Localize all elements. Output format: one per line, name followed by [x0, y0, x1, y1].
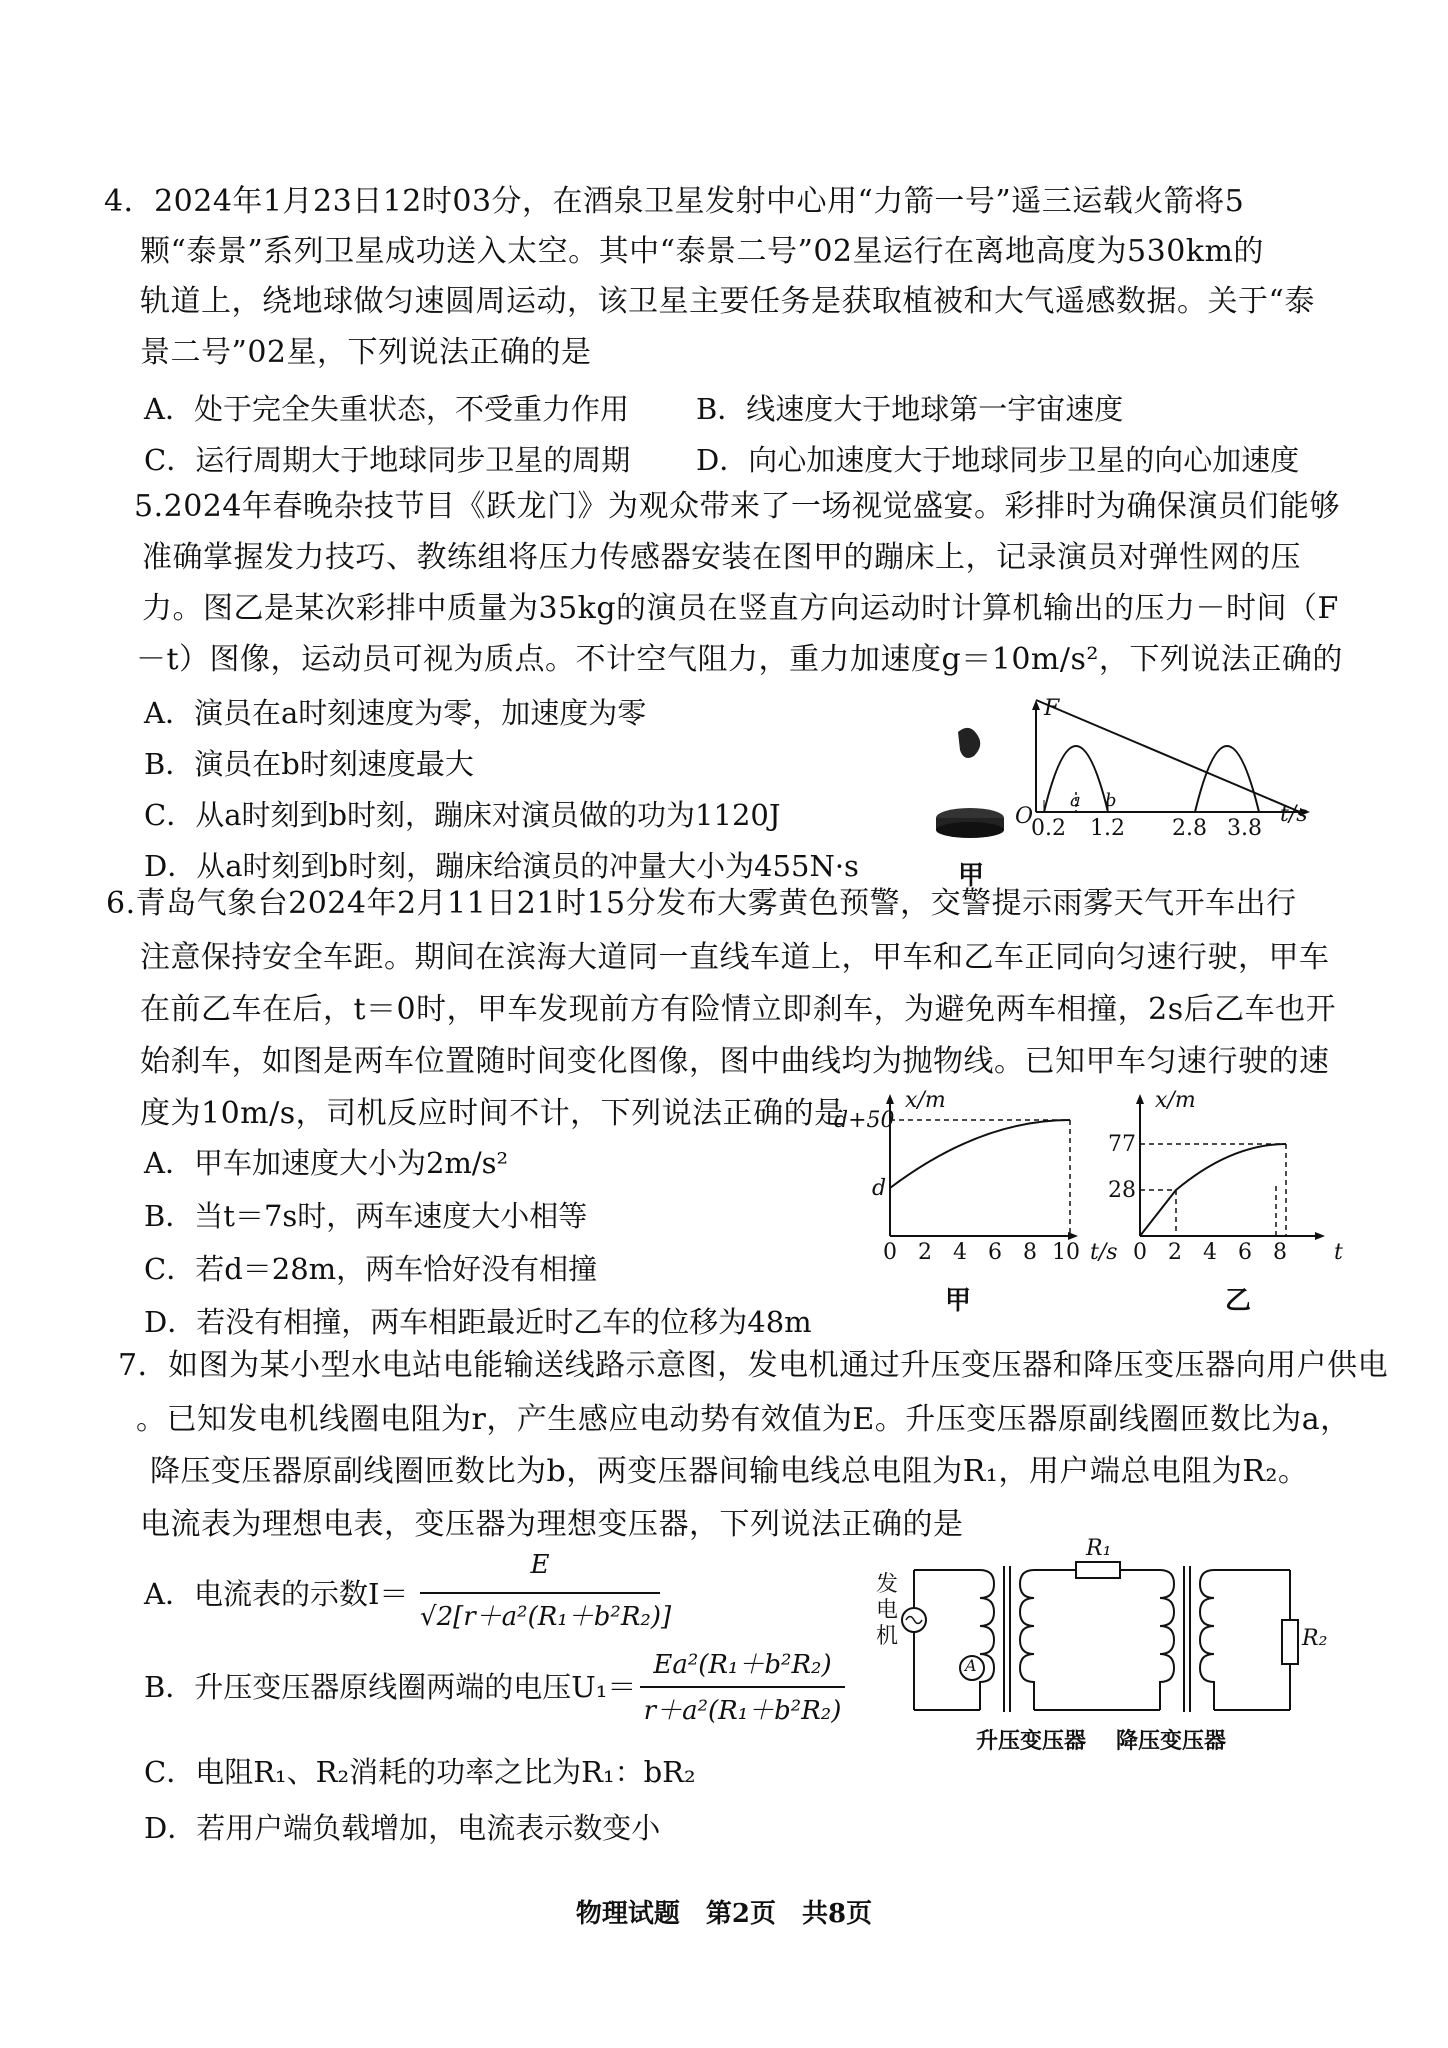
q6-graph-jia — [890, 1090, 1090, 1250]
q5-trampoline-figure — [930, 720, 1040, 870]
q4-option-d: D．向心加速度大于地球同步卫星的向心加速度 — [696, 443, 1300, 477]
q7-option-b-prefix: B．升压变压器原线圈两端的电压U₁＝ — [144, 1670, 637, 1704]
q6-yi-x-8: 8 — [1273, 1240, 1287, 1265]
q6-line-4: 始刹车，如图是两车位置随时间变化图像，图中曲线均为抛物线。已知甲车匀速行驶的速 — [140, 1044, 1330, 1079]
q7-option-b-denominator: r＋a²(R₁＋b²R₂) — [643, 1696, 842, 1726]
q5-x-axis-label: t/s — [1280, 802, 1308, 827]
q5-pulse-2 — [1195, 746, 1259, 812]
q6-line-2: 注意保持安全车距。期间在滨海大道同一直线车道上，甲车和乙车正同向匀速行驶，甲车 — [140, 940, 1330, 975]
q7-line-4: 电流表为理想电表，变压器为理想变压器，下列说法正确的是 — [140, 1507, 964, 1542]
q6-option-c: C．若d＝28m，两车恰好没有相撞 — [144, 1252, 598, 1286]
q5-option-c: C．从a时刻到b时刻，蹦床对演员做的功为1120J — [144, 798, 781, 832]
q6-yi-x-4: 4 — [1203, 1240, 1217, 1265]
q6-line-3: 在前乙车在后，t＝0时，甲车发现前方有险情立即刹车，为避免两车相撞，2s后乙车也开 — [140, 992, 1337, 1027]
q5-tick-2-8: 2.8 — [1172, 816, 1207, 841]
q5-option-d: D．从a时刻到b时刻，蹦床给演员的冲量大小为455N·s — [144, 849, 859, 883]
q7-option-b-fraction-bar — [640, 1686, 845, 1688]
q6-line-1: 6.青岛气象台2024年2月11日21时15分发布大雾黄色预警，交警提示雨雾天气开车出行 — [106, 886, 1297, 921]
q6-option-b: B．当t＝7s时，两车速度大小相等 — [144, 1199, 588, 1233]
q4-option-b: B．线速度大于地球第一宇宙速度 — [696, 392, 1124, 426]
q6-option-d: D．若没有相撞，两车相距最近时乙车的位移为48m — [144, 1305, 812, 1339]
q5-tick-3-8: 3.8 — [1227, 816, 1262, 841]
q6-line-5: 度为10m/s，司机反应时间不计，下列说法正确的是 — [140, 1096, 845, 1131]
q7-generator-label: 发电机 — [876, 1572, 899, 1649]
q6-yi-y-77: 77 — [1108, 1132, 1136, 1157]
q7-line-1: 7．如图为某小型水电站电能输送线路示意图，发电机通过升压变压器和降压变压器向用户供电 — [118, 1348, 1389, 1383]
r1-resistor — [1076, 1562, 1120, 1578]
q6-jia-x-0: 0 — [883, 1240, 897, 1265]
q4-option-c: C．运行周期大于地球同步卫星的周期 — [144, 443, 631, 477]
q5-tick-0-2: 0.2 — [1031, 816, 1066, 841]
q5-line-3: 力。图乙是某次彩排中质量为35kg的演员在竖直方向运动时计算机输出的压力－时间（F — [142, 591, 1339, 626]
q4-option-a: A．处于完全失重状态，不受重力作用 — [144, 392, 629, 426]
q5-caption-jia: 甲 — [958, 861, 985, 891]
q7-option-a-fraction-bar — [420, 1592, 660, 1594]
q4-line-1: 4．2024年1月23日12时03分，在酒泉卫星发射中心用“力箭一号”遥三运载火箭将5 — [104, 184, 1245, 219]
q7-circuit-diagram — [880, 1560, 1330, 1720]
q6-jia-x-2: 2 — [918, 1240, 932, 1265]
q6-yi-y-axis: x/m — [1155, 1088, 1196, 1113]
q7-option-a-numerator: E — [530, 1550, 550, 1580]
q6-jia-y-d: d — [872, 1176, 887, 1201]
q6-caption-jia: 甲 — [945, 1286, 972, 1316]
q7-option-b-numerator: Ea²(R₁＋b²R₂) — [653, 1650, 832, 1680]
q5-origin-label: O — [1015, 804, 1034, 829]
q7-r1-label: R₁ — [1086, 1536, 1112, 1561]
q6-option-a: A．甲车加速度大小为2m/s² — [144, 1146, 509, 1180]
q6-jia-y-axis: x/m — [905, 1088, 946, 1113]
page-footer: 物理试题 第2页 共8页 — [575, 1899, 873, 1929]
q6-jia-x-axis: t/s — [1090, 1240, 1118, 1265]
q5-mark-a: a — [1070, 790, 1081, 811]
q6-jia-curve — [890, 1120, 1070, 1188]
q6-yi-y-28: 28 — [1108, 1178, 1136, 1203]
q7-step-down-label: 降压变压器 — [1116, 1728, 1227, 1754]
q6-jia-x-4: 4 — [953, 1240, 967, 1265]
q6-jia-x-8: 8 — [1023, 1240, 1037, 1265]
q5-option-a: A．演员在a时刻速度为零，加速度为零 — [144, 696, 647, 730]
q5-tick-1-2: 1.2 — [1090, 816, 1125, 841]
q5-mark-b: b — [1105, 790, 1117, 811]
q6-jia-x-6: 6 — [988, 1240, 1002, 1265]
q4-line-2: 颗“泰景”系列卫星成功送入太空。其中“泰景二号”02星运行在离地高度为530km的 — [140, 234, 1264, 269]
q6-yi-x-6: 6 — [1238, 1240, 1252, 1265]
q6-yi-x-axis: t — [1334, 1240, 1343, 1265]
q5-y-axis-label: F — [1044, 696, 1060, 721]
q6-jia-y-top: d+50 — [834, 1108, 895, 1133]
q5-line-2: 准确掌握发力技巧、教练组将压力传感器安装在图甲的蹦床上，记录演员对弹性网的压 — [142, 540, 1301, 575]
q7-step-up-label: 升压变压器 — [976, 1728, 1087, 1754]
q7-ammeter-label: A — [965, 1656, 977, 1675]
q6-yi-x-2: 2 — [1168, 1240, 1182, 1265]
q7-option-c: C．电阻R₁、R₂消耗的功率之比为R₁：bR₂ — [144, 1755, 696, 1789]
q7-option-a-denominator: √2[r＋a²(R₁＋b²R₂)] — [420, 1602, 672, 1632]
q7-option-a-prefix: A．电流表的示数I＝ — [144, 1577, 409, 1611]
q7-r2-label: R₂ — [1302, 1626, 1328, 1651]
q7-line-2: 。已知发电机线圈电阻为r，产生感应电动势有效值为E。升压变压器原副线圈匝数比为a， — [136, 1402, 1351, 1437]
r2-resistor — [1282, 1620, 1298, 1664]
q6-yi-x-0: 0 — [1133, 1240, 1147, 1265]
q4-line-4: 景二号”02星，下列说法正确的是 — [140, 335, 592, 370]
q7-option-d: D．若用户端负载增加，电流表示数变小 — [144, 1811, 661, 1845]
q6-caption-yi: 乙 — [1225, 1286, 1252, 1316]
q6-graph-yi — [1140, 1090, 1340, 1250]
q5-option-b: B．演员在b时刻速度最大 — [144, 747, 474, 781]
q4-line-3: 轨道上，绕地球做匀速圆周运动，该卫星主要任务是获取植被和大气遥感数据。关于“泰 — [140, 284, 1315, 319]
q5-line-1: 5.2024年春晚杂技节目《跃龙门》为观众带来了一场视觉盛宴。彩排时为确保演员们能够 — [134, 489, 1340, 524]
q6-jia-x-10: 10 — [1052, 1240, 1080, 1265]
q7-line-3: 降压变压器原副线圈匝数比为b，两变压器间输电线总电阻为R₁，用户端总电阻为R₂。 — [150, 1454, 1309, 1489]
q5-line-4: －t）图像，运动员可视为质点。不计空气阻力，重力加速度g＝10m/s²，下列说法正确的 — [136, 642, 1343, 677]
